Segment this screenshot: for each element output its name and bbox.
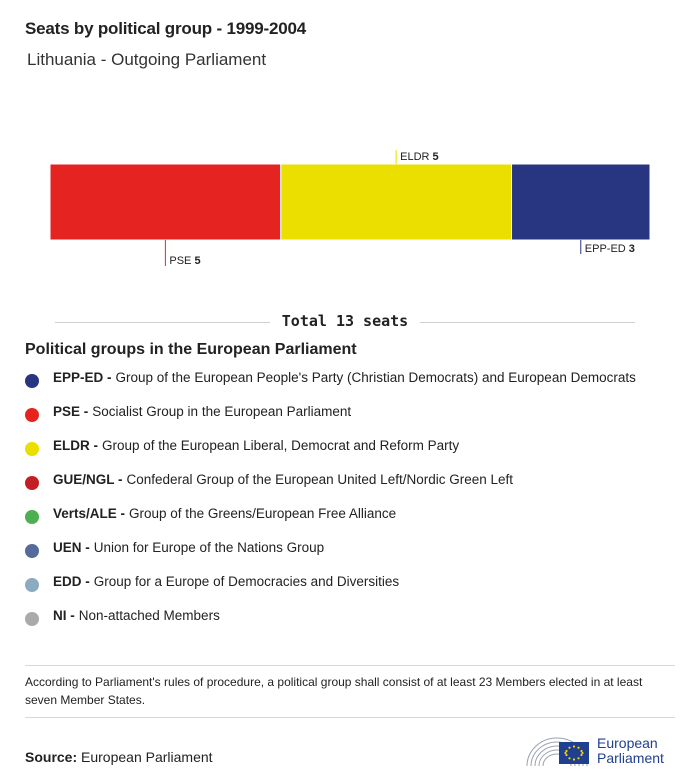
legend-text	[53, 540, 324, 555]
european-parliament-logo	[525, 728, 685, 768]
legend-dot-icon	[25, 578, 39, 592]
logo-line1: European	[597, 735, 658, 751]
legend-text	[53, 404, 351, 419]
legend-item	[25, 540, 636, 574]
logo-text	[597, 736, 664, 766]
chart-subtitle: Lithuania - Outgoing Parliament	[27, 50, 267, 69]
legend-item	[25, 506, 636, 540]
legend-abbr: NI -	[53, 608, 75, 623]
legend-desc: Group for a Europe of Democracies and Diversities	[93, 574, 400, 589]
legend-dot-icon	[25, 374, 39, 388]
source	[25, 749, 213, 765]
legend-text	[53, 506, 396, 521]
legend-abbr: EPP-ED -	[53, 370, 112, 385]
legend-desc: Socialist Group in the European Parliament	[92, 404, 352, 419]
bar-segment-eldr	[281, 164, 512, 240]
legend-item	[25, 404, 636, 438]
source-label: Source:	[25, 749, 78, 765]
legend-desc: Confederal Group of the European United Left/Nordic Green Left	[126, 472, 513, 487]
legend-desc: Group of the European People's Party (Christian Democrats) and European Democrats	[115, 370, 636, 385]
legend-dot-icon	[25, 544, 39, 558]
eu-flag-icon	[559, 742, 589, 764]
legend-abbr: ELDR -	[53, 438, 98, 453]
legend-dot-icon	[25, 510, 39, 524]
legend-abbr: GUE/NGL -	[53, 472, 123, 487]
legend-abbr: UEN -	[53, 540, 90, 555]
bar-label-epp-ed: EPP-ED 3	[584, 243, 635, 255]
legend-abbr: Verts/ALE -	[53, 506, 126, 521]
legend-desc: Group of the European Liberal, Democrat and Reform Party	[102, 438, 460, 453]
legend-text	[53, 608, 220, 623]
legend-desc: Non-attached Members	[78, 608, 220, 623]
legend-item	[25, 608, 636, 642]
footnote: According to Parliament's rules of procedure, a political group shall consist of at least 23 Members elected in at least seven Member States.	[25, 675, 643, 707]
legend-item	[25, 574, 636, 608]
source-value: European Parliament	[81, 749, 213, 765]
legend-text	[53, 472, 513, 487]
legend-dot-icon	[25, 408, 39, 422]
divider	[25, 717, 675, 718]
legend-abbr: EDD -	[53, 574, 90, 589]
bar-segment-epp-ed	[512, 164, 650, 240]
legend	[25, 370, 636, 642]
legend-item	[25, 472, 636, 506]
legend-dot-icon	[25, 612, 39, 626]
stacked-bar-chart	[0, 140, 700, 275]
legend-text	[53, 574, 399, 589]
logo-line2: Parliament	[597, 750, 664, 766]
legend-item	[25, 438, 636, 472]
legend-item	[25, 370, 636, 404]
divider	[25, 665, 675, 666]
bar-label-pse: PSE 5	[169, 255, 201, 267]
legend-text	[53, 370, 636, 385]
legend-abbr: PSE -	[53, 404, 89, 419]
legend-title: Political groups in the European Parliament	[25, 341, 357, 358]
legend-dot-icon	[25, 476, 39, 490]
legend-desc: Union for Europe of the Nations Group	[93, 540, 325, 555]
legend-dot-icon	[25, 442, 39, 456]
bar-segment-pse	[50, 164, 281, 240]
total-label: Total 13 seats	[281, 312, 409, 330]
legend-desc: Group of the Greens/European Free Alliance	[129, 506, 397, 521]
parliament-hemicycle-icon	[525, 728, 595, 768]
total-seats	[55, 312, 635, 332]
bar-label-eldr: ELDR 5	[400, 151, 439, 163]
chart-title: Seats by political group - 1999-2004	[25, 19, 306, 38]
legend-text	[53, 438, 459, 453]
